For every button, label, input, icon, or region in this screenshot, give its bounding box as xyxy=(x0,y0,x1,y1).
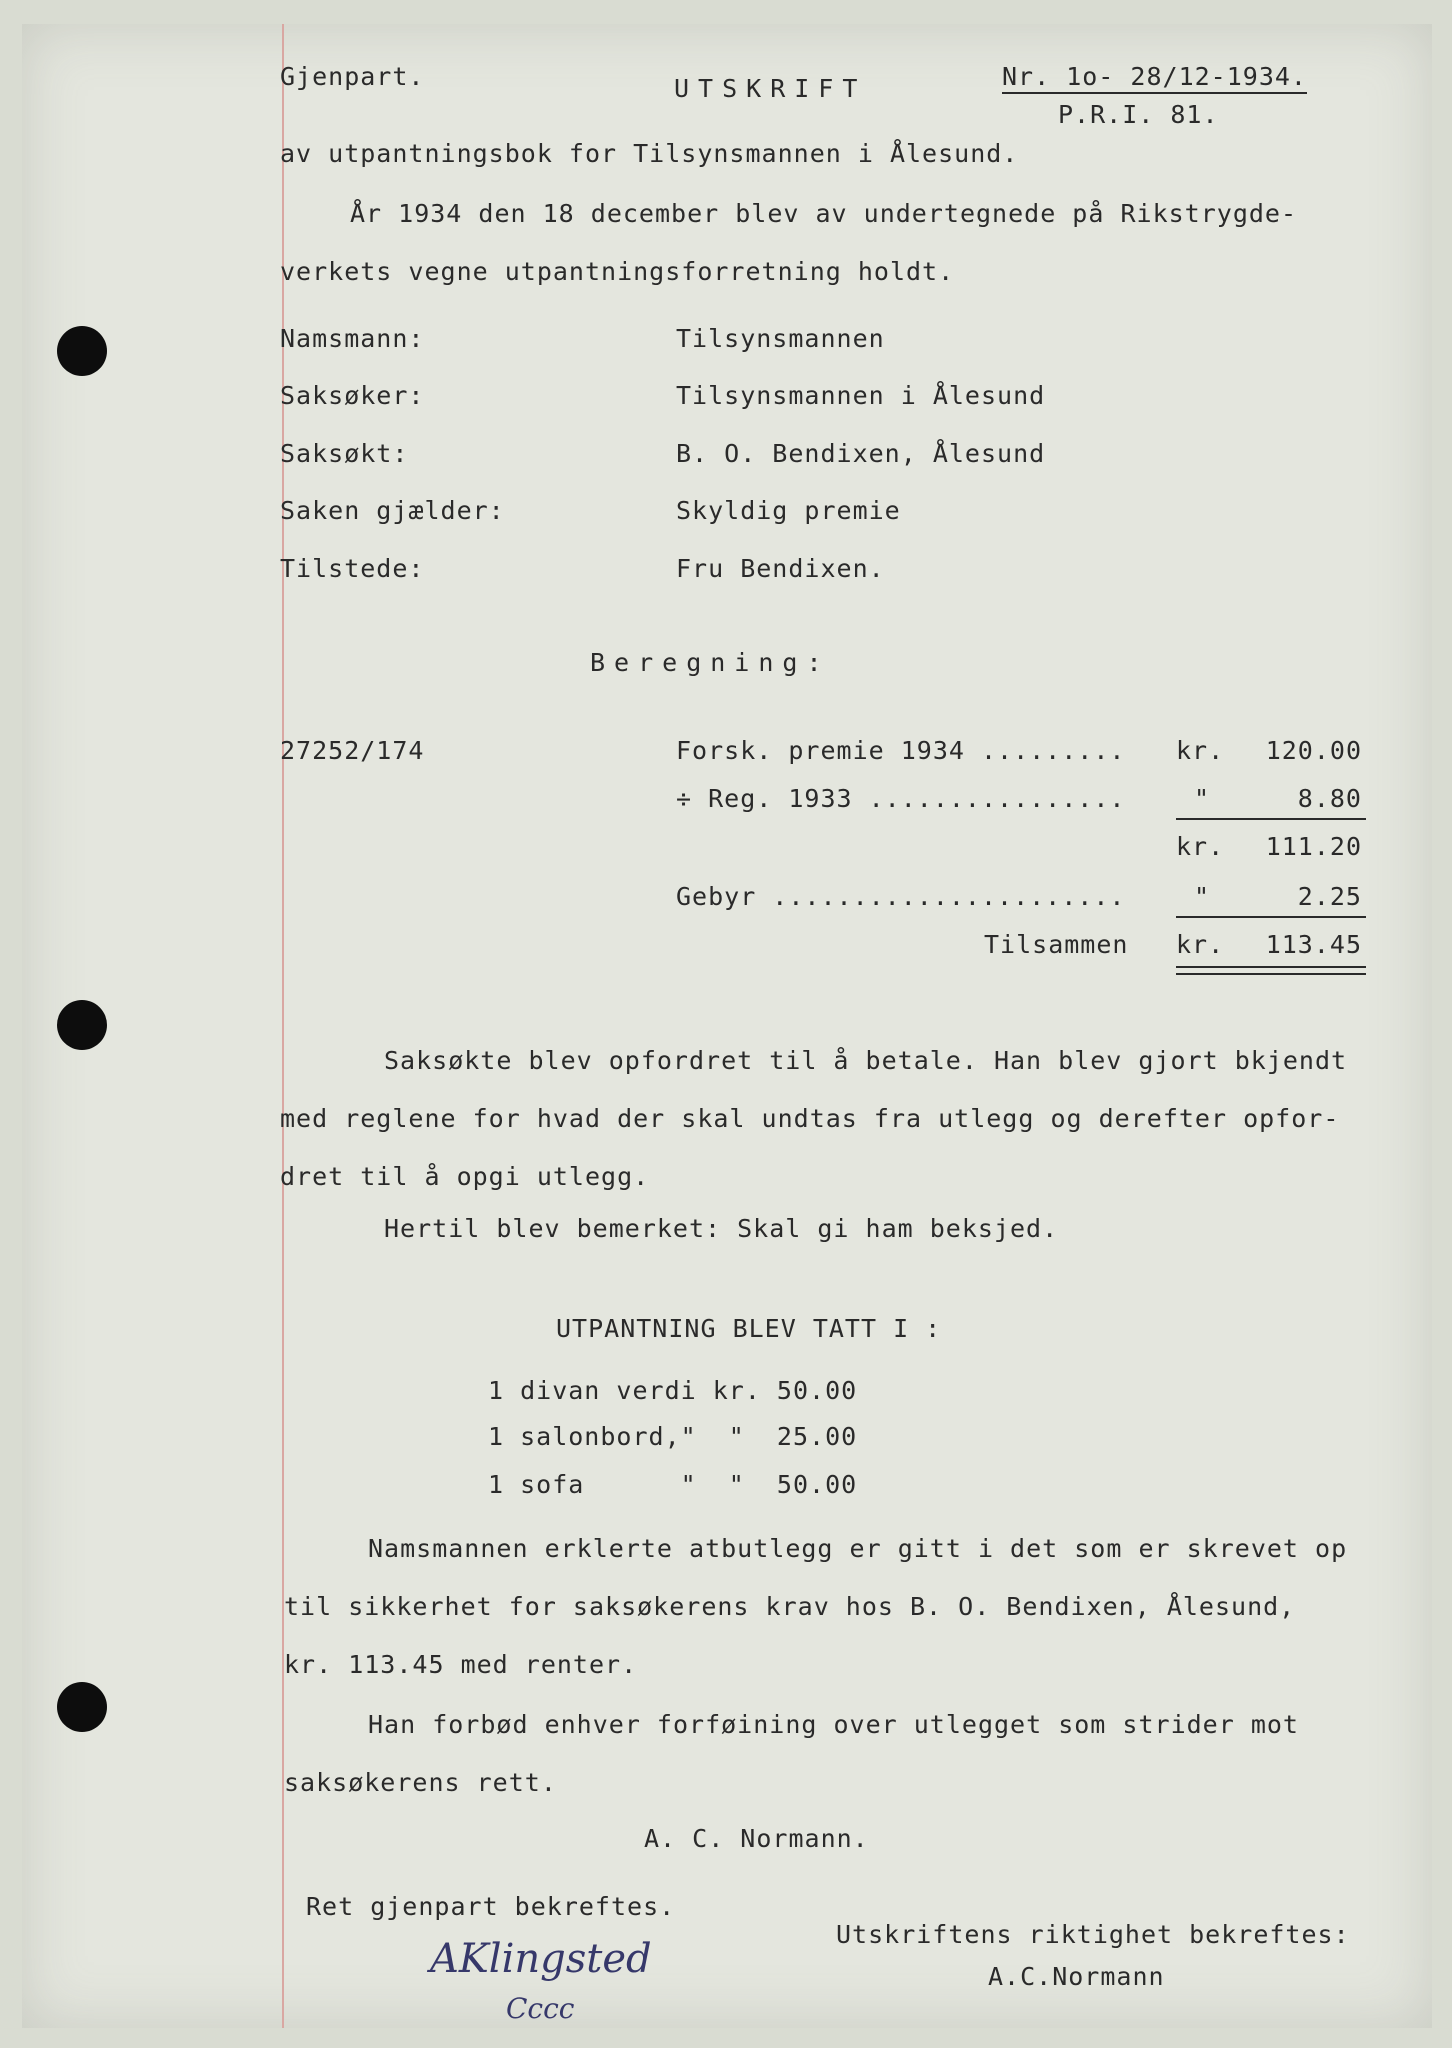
calc-currency: kr. xyxy=(1176,736,1225,765)
calc-currency: " xyxy=(1194,784,1211,813)
punch-hole xyxy=(57,1682,107,1732)
extract-signer: A.C.Normann xyxy=(988,1962,1165,1991)
intro-line: av utpantningsbok for Tilsynsmannen i Ålesund. xyxy=(280,139,1019,168)
calc-label: Tilsammen xyxy=(984,930,1129,959)
calc-currency: " xyxy=(1194,882,1211,911)
calc-amount: 113.45 xyxy=(1265,930,1362,959)
total-rule xyxy=(1176,916,1366,918)
closing-line: Namsmannen erklerte atbutlegg er gitt i det som er skrevet op xyxy=(368,1534,1348,1563)
calc-label: Gebyr ...................... xyxy=(676,882,1126,911)
intro-line: verkets vegne utpantningsforretning holdt. xyxy=(280,257,955,286)
closing-line: saksøkerens rett. xyxy=(284,1768,557,1797)
double-rule xyxy=(1176,973,1366,975)
body-line: Hertil blev bemerket: Skal gi ham beksjed. xyxy=(384,1214,1059,1243)
field-label: Saksøker: xyxy=(280,381,425,410)
calc-amount: 8.80 xyxy=(1297,784,1362,813)
seizure-item: 1 salonbord," " 25.00 xyxy=(488,1422,858,1451)
field-value: Tilsynsmannen xyxy=(676,324,885,353)
field-value: B. O. Bendixen, Ålesund xyxy=(676,439,1046,468)
field-value: Fru Bendixen. xyxy=(676,554,885,583)
document-reference: P.R.I. 81. xyxy=(1058,100,1219,129)
copy-mark: Gjenpart. xyxy=(280,62,425,91)
calc-label: Forsk. premie 1934 ......... xyxy=(676,736,1126,765)
seizure-heading: UTPANTNING BLEV TATT I : xyxy=(556,1314,942,1343)
intro-line: År 1934 den 18 december blev av undertegnede på Rikstrygde- xyxy=(350,199,1298,228)
field-label: Saksøkt: xyxy=(280,439,409,468)
document-title: UTSKRIFT xyxy=(674,74,867,103)
double-rule xyxy=(1176,966,1366,968)
calc-currency: kr. xyxy=(1176,930,1225,959)
body-line: dret til å opgi utlegg. xyxy=(280,1162,650,1191)
closing-line: Han forbød enhver forføining over utlegget som strider mot xyxy=(368,1710,1299,1739)
field-value: Tilsynsmannen i Ålesund xyxy=(676,381,1046,410)
field-value: Skyldig premie xyxy=(676,496,901,525)
field-label: Tilstede: xyxy=(280,554,425,583)
signer-name: A. C. Normann. xyxy=(644,1824,869,1853)
handwritten-signature: AKlingsted xyxy=(430,1936,652,1982)
calc-amount: 111.20 xyxy=(1265,832,1362,861)
punch-hole xyxy=(57,1000,107,1050)
account-number: 27252/174 xyxy=(280,736,425,765)
closing-line: til sikkerhet for saksøkerens krav hos B. O. Bendixen, Ålesund, xyxy=(284,1592,1296,1621)
handwritten-initials: Cccc xyxy=(506,1992,575,2025)
body-line: med reglene for hvad der skal undtas fra utlegg og derefter opfor- xyxy=(280,1104,1340,1133)
calculation-heading: Beregning: xyxy=(590,648,831,677)
subtotal-rule xyxy=(1176,818,1366,820)
punch-hole xyxy=(57,326,107,376)
calc-amount: 2.25 xyxy=(1297,882,1362,911)
calc-amount: 120.00 xyxy=(1265,736,1362,765)
document-page xyxy=(22,24,1432,2028)
document-number: Nr. 1o- 28/12-1934. xyxy=(1002,62,1307,94)
calc-label: ÷ Reg. 1933 ................ xyxy=(676,784,1126,813)
seizure-item: 1 sofa " " 50.00 xyxy=(488,1470,858,1499)
extract-confirmation: Utskriftens riktighet bekreftes: xyxy=(836,1920,1350,1949)
field-label: Saken gjælder: xyxy=(280,496,505,525)
closing-line: kr. 113.45 med renter. xyxy=(284,1650,638,1679)
field-label: Namsmann: xyxy=(280,324,425,353)
seizure-item: 1 divan verdi kr. 50.00 xyxy=(488,1376,858,1405)
calc-currency: kr. xyxy=(1176,832,1225,861)
copy-confirmation: Ret gjenpart bekreftes. xyxy=(306,1892,676,1921)
body-line: Saksøkte blev opfordret til å betale. Han blev gjort bkjendt xyxy=(384,1046,1348,1075)
